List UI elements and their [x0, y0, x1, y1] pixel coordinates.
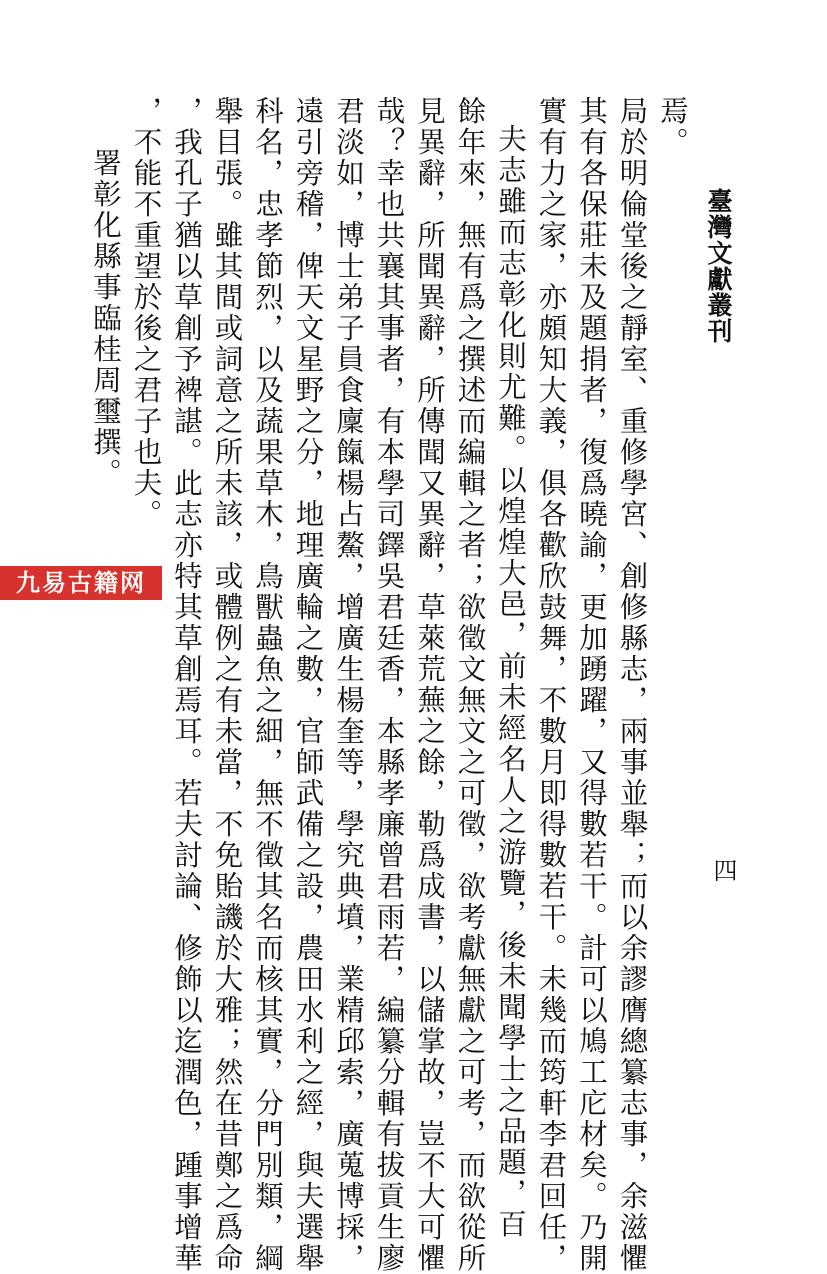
author-signature: 署彰化縣事臨桂周璽撰。	[89, 148, 122, 489]
text-column: 其有各保莊未及題捐者，復爲曉諭，更加踴躍，又得數若干。計可以鳩工庀材矣。乃開	[575, 96, 608, 1274]
text-column: 實有力之家，亦頗知大義，俱各歡欣鼓舞，不數月即得數若干。未幾而筠軒李君回任，	[534, 96, 568, 1274]
text-column: 焉。	[656, 96, 689, 158]
text-column: 科名，忠孝節烈，以及蔬果草木，鳥獸蟲魚之細，無不徵其名而核其實，分門別類，綱	[251, 96, 284, 1274]
running-header-title: 臺灣文獻叢刊	[704, 188, 733, 344]
paragraph-start-column: 夫志雖而志彰化則尤難。以煌煌大邑，前未經名人之游覽，後未聞學士之品題，百	[494, 124, 527, 1240]
text-column: 局於明倫堂後之靜室、重修學宮、創修縣志，兩事並舉；而以余謬膺總纂志事，余滋懼	[615, 96, 649, 1274]
body-text	[85, 96, 693, 1274]
text-column: ，我孔子猶以草創予裨諶。此志亦特其草創焉耳。若夫討論、修飾以迄潤色，踵事增華	[170, 96, 203, 1274]
text-column: 君淡如，博士弟子員食廩餼楊占鰲，增廣生楊奎等，學究典墳，業精邱索，廣蒐博採，	[332, 96, 365, 1274]
text-column: 遠引旁稽，俾天文星野之分，地理廣輪之數，官師武備之設，農田水利之經，與夫選舉	[291, 96, 325, 1274]
text-column: ，不能不重望於後之君子也夫。	[129, 96, 163, 530]
text-column: 舉目張。雖其間或詞意之所未該，或體例之有未當，不免貽譏於大雅；然在昔鄭之爲命	[210, 96, 244, 1274]
text-column: 哉？幸也共襄其事者，有本學司鐸吳君廷香，本縣孝廉曾君雨若，編纂分輯有拔貢生廖	[372, 96, 406, 1274]
page-number: 四	[709, 858, 737, 882]
watermark-logo: 九易古籍网	[0, 566, 162, 600]
text-column: 見異辭，所聞異辭，所傳聞又異辭，草萊荒蕪之餘，勒爲成書，以儲掌故，豈不大可懼	[413, 96, 446, 1274]
text-column: 餘年來，無有爲之撰述而編輯之者；欲徵文無文之可徵，欲考獻無獻之可考，而欲從所	[453, 96, 487, 1274]
